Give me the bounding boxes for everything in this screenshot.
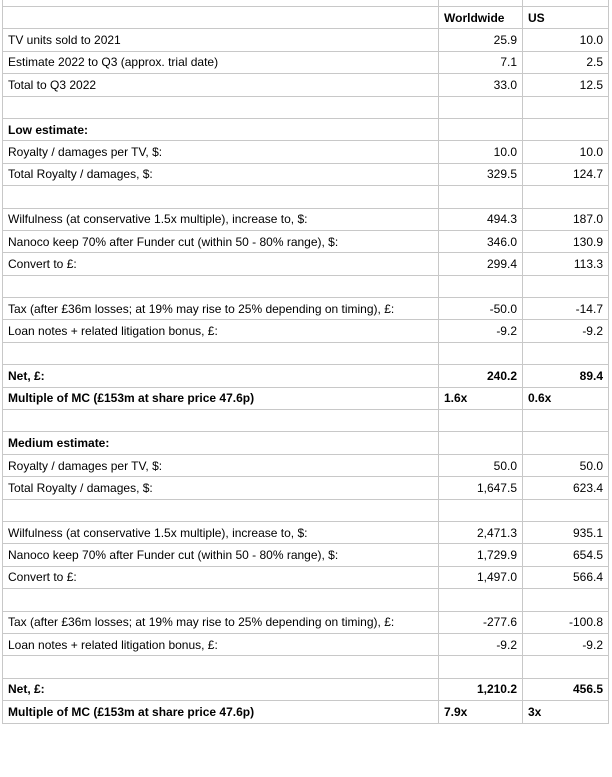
cell-us[interactable]: 623.4 xyxy=(523,477,609,499)
cell-worldwide[interactable] xyxy=(439,96,523,118)
cell-us[interactable]: 113.3 xyxy=(523,253,609,275)
cell-worldwide[interactable]: 33.0 xyxy=(439,74,523,96)
cell-worldwide[interactable]: 1,497.0 xyxy=(439,566,523,588)
table-row xyxy=(3,566,609,588)
cell-worldwide[interactable]: 1,729.9 xyxy=(439,544,523,566)
cell-us[interactable]: 566.4 xyxy=(523,566,609,588)
cell-us[interactable]: -100.8 xyxy=(523,611,609,633)
cell-us[interactable]: 0.6x xyxy=(523,387,609,409)
cell-us[interactable]: 935.1 xyxy=(523,521,609,543)
header-cell-label[interactable] xyxy=(3,7,439,29)
cell-us[interactable]: 3x xyxy=(523,701,609,723)
cell-us[interactable] xyxy=(523,118,609,140)
cell-us[interactable] xyxy=(523,499,609,521)
cell-worldwide[interactable]: 329.5 xyxy=(439,163,523,185)
cell-worldwide[interactable] xyxy=(439,432,523,454)
table-row xyxy=(3,186,609,208)
table-row xyxy=(3,365,609,387)
cell-label[interactable]: Nanoco keep 70% after Funder cut (within 50 - 80% range), $: xyxy=(3,230,439,252)
cell-label[interactable]: Total Royalty / damages, $: xyxy=(3,163,439,185)
cell-worldwide[interactable] xyxy=(439,589,523,611)
cell-worldwide[interactable]: 1.6x xyxy=(439,387,523,409)
table-row xyxy=(3,141,609,163)
table-row xyxy=(3,298,609,320)
cell-us[interactable]: 10.0 xyxy=(523,29,609,51)
table-row xyxy=(3,320,609,342)
table-row xyxy=(3,74,609,96)
cell-label[interactable] xyxy=(3,96,439,118)
table-row xyxy=(3,477,609,499)
cell-label[interactable]: Total to Q3 2022 xyxy=(3,74,439,96)
cell-us[interactable] xyxy=(523,342,609,364)
cell-label[interactable] xyxy=(3,589,439,611)
cell-label[interactable]: Wilfulness (at conservative 1.5x multiple), increase to, $: xyxy=(3,208,439,230)
spreadsheet-table xyxy=(2,0,609,724)
table-row xyxy=(3,253,609,275)
table-row xyxy=(3,521,609,543)
cell-label[interactable]: Multiple of MC (£153m at share price 47.6p) xyxy=(3,387,439,409)
cell-worldwide[interactable] xyxy=(439,656,523,678)
table-row xyxy=(3,701,609,723)
cell-us[interactable]: 10.0 xyxy=(523,141,609,163)
table-row xyxy=(3,611,609,633)
table-row xyxy=(3,275,609,297)
cell-label[interactable] xyxy=(3,656,439,678)
cell-label[interactable]: Net, £: xyxy=(3,365,439,387)
table-row xyxy=(3,208,609,230)
cell-label[interactable]: Tax (after £36m losses; at 19% may rise to 25% depending on timing), £: xyxy=(3,298,439,320)
cell-label[interactable]: Total Royalty / damages, $: xyxy=(3,477,439,499)
cell-label[interactable]: Royalty / damages per TV, $: xyxy=(3,141,439,163)
cell-worldwide[interactable] xyxy=(439,410,523,432)
cell-worldwide[interactable] xyxy=(439,186,523,208)
cell-us[interactable] xyxy=(523,96,609,118)
cell-worldwide[interactable]: 299.4 xyxy=(439,253,523,275)
table-row xyxy=(3,633,609,655)
cell-us[interactable]: -9.2 xyxy=(523,633,609,655)
cell-label[interactable]: Low estimate: xyxy=(3,118,439,140)
cell-label[interactable] xyxy=(3,186,439,208)
cell-label[interactable]: TV units sold to 2021 xyxy=(3,29,439,51)
cell-us[interactable] xyxy=(523,432,609,454)
table-row xyxy=(3,230,609,252)
cell-label[interactable]: Net, £: xyxy=(3,678,439,700)
cell-us[interactable]: 124.7 xyxy=(523,163,609,185)
cell-worldwide[interactable]: -9.2 xyxy=(439,633,523,655)
cell-us[interactable]: 2.5 xyxy=(523,51,609,73)
cell-worldwide[interactable]: 1,647.5 xyxy=(439,477,523,499)
cell-worldwide[interactable] xyxy=(439,118,523,140)
cell-worldwide[interactable]: 7.1 xyxy=(439,51,523,73)
cell-label[interactable] xyxy=(3,275,439,297)
cell-label[interactable]: Loan notes + related litigation bonus, £: xyxy=(3,633,439,655)
table-row xyxy=(3,410,609,432)
table-row xyxy=(3,499,609,521)
cell-us[interactable] xyxy=(523,656,609,678)
table-row xyxy=(3,96,609,118)
cell-worldwide[interactable] xyxy=(439,275,523,297)
cell-worldwide[interactable]: -50.0 xyxy=(439,298,523,320)
cell-worldwide[interactable]: -9.2 xyxy=(439,320,523,342)
cell-worldwide[interactable]: 50.0 xyxy=(439,454,523,476)
cell-us[interactable]: 187.0 xyxy=(523,208,609,230)
cell-worldwide[interactable]: 1,210.2 xyxy=(439,678,523,700)
table-row xyxy=(3,454,609,476)
cell-label[interactable]: Tax (after £36m losses; at 19% may rise to 25% depending on timing), £: xyxy=(3,611,439,633)
cell-label[interactable] xyxy=(3,499,439,521)
cell-label[interactable]: Convert to £: xyxy=(3,566,439,588)
cell-label[interactable]: Royalty / damages per TV, $: xyxy=(3,454,439,476)
header-cell-us[interactable]: US xyxy=(523,7,609,29)
cell-label[interactable]: Medium estimate: xyxy=(3,432,439,454)
cell-worldwide[interactable]: -277.6 xyxy=(439,611,523,633)
cell-us[interactable] xyxy=(523,589,609,611)
cell-us[interactable]: 456.5 xyxy=(523,678,609,700)
cell-label[interactable]: Nanoco keep 70% after Funder cut (within 50 - 80% range), $: xyxy=(3,544,439,566)
table-row xyxy=(3,432,609,454)
table-row xyxy=(3,544,609,566)
table-row xyxy=(3,163,609,185)
table-row xyxy=(3,118,609,140)
cell-label[interactable]: Loan notes + related litigation bonus, £: xyxy=(3,320,439,342)
cell-worldwide[interactable]: 7.9x xyxy=(439,701,523,723)
table-row xyxy=(3,589,609,611)
cell-us[interactable]: -14.7 xyxy=(523,298,609,320)
cell-worldwide[interactable]: 494.3 xyxy=(439,208,523,230)
cell-us[interactable] xyxy=(523,410,609,432)
cell-worldwide[interactable] xyxy=(439,499,523,521)
cell-label[interactable] xyxy=(3,410,439,432)
header-row xyxy=(3,7,609,29)
table-row xyxy=(3,342,609,364)
cell-worldwide[interactable]: 10.0 xyxy=(439,141,523,163)
cell-worldwide[interactable]: 346.0 xyxy=(439,230,523,252)
table-row xyxy=(3,387,609,409)
cell-label[interactable]: Wilfulness (at conservative 1.5x multiple), increase to, $: xyxy=(3,521,439,543)
cell-us[interactable] xyxy=(523,186,609,208)
table-row xyxy=(3,51,609,73)
table-row xyxy=(3,678,609,700)
cell-label[interactable]: Estimate 2022 to Q3 (approx. trial date) xyxy=(3,51,439,73)
table-row xyxy=(3,656,609,678)
cell-us[interactable]: 12.5 xyxy=(523,74,609,96)
cell-label[interactable]: Convert to £: xyxy=(3,253,439,275)
cell-us[interactable]: -9.2 xyxy=(523,320,609,342)
cell-worldwide[interactable]: 2,471.3 xyxy=(439,521,523,543)
cell-label[interactable]: Multiple of MC (£153m at share price 47.6p) xyxy=(3,701,439,723)
cell-us[interactable]: 654.5 xyxy=(523,544,609,566)
header-cell-worldwide[interactable]: Worldwide xyxy=(439,7,523,29)
cell-worldwide[interactable]: 25.9 xyxy=(439,29,523,51)
table-body xyxy=(3,0,609,723)
cell-worldwide[interactable]: 240.2 xyxy=(439,365,523,387)
cell-us[interactable]: 89.4 xyxy=(523,365,609,387)
cell-label[interactable] xyxy=(3,342,439,364)
table-row xyxy=(3,29,609,51)
cell-worldwide[interactable] xyxy=(439,342,523,364)
cell-us[interactable] xyxy=(523,275,609,297)
cell-us[interactable]: 130.9 xyxy=(523,230,609,252)
cell-us[interactable]: 50.0 xyxy=(523,454,609,476)
